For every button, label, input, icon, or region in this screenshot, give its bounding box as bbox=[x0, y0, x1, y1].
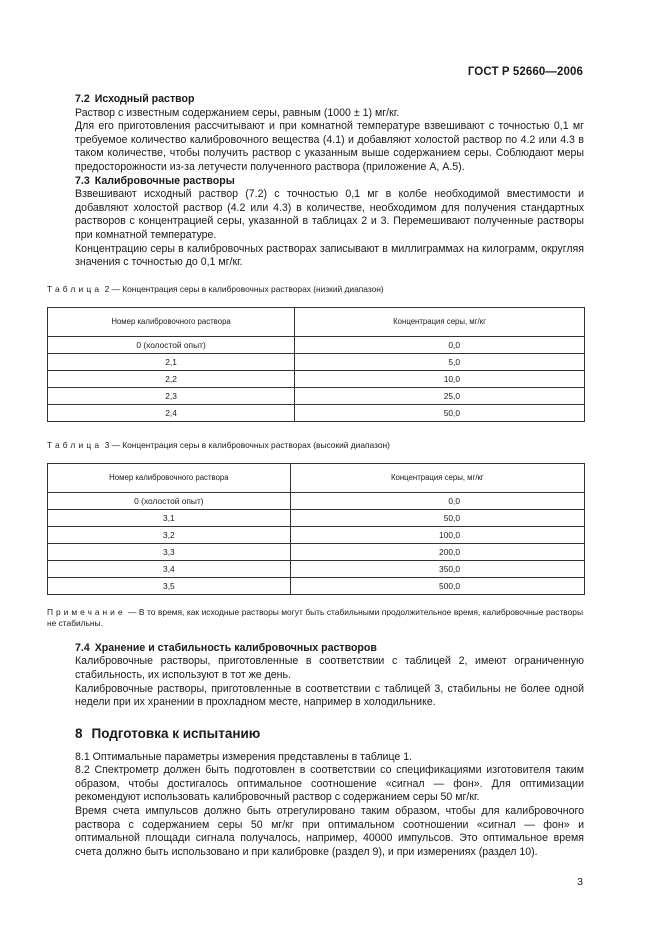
table-cell: 2,4 bbox=[48, 404, 295, 421]
section-title: Подготовка к испытанию bbox=[91, 725, 261, 741]
table-cell: 2,3 bbox=[48, 387, 295, 404]
paragraph: Калибровочные растворы, приготовленные в соответствии с таблицей 2, имеют ограниченную стабильность, их используют в тот же день. bbox=[75, 655, 584, 681]
table-2-caption bbox=[47, 284, 584, 295]
table-cell: 200,0 bbox=[290, 543, 584, 560]
paragraph: 8.1 Оптимальные параметры измерения представлены в таблице 1. bbox=[75, 750, 413, 763]
paragraph: Раствор с известным содержанием серы, равным (1000 ± 1) мг/кг. bbox=[75, 106, 400, 119]
subsection-7-3-heading bbox=[75, 175, 584, 189]
table-cell: 10,0 bbox=[295, 370, 585, 387]
table-row bbox=[48, 543, 585, 560]
table-row bbox=[48, 370, 585, 387]
table-cell: 350,0 bbox=[290, 560, 584, 577]
table-cell: 3,1 bbox=[48, 509, 291, 526]
table-cell: 25,0 bbox=[295, 387, 585, 404]
page-number: 3 bbox=[577, 876, 583, 888]
section-8-heading bbox=[75, 726, 584, 741]
paragraph: Взвешивают исходный раствор (7.2) с точностью 0,1 мг в колбе необходимой вместимости и добавляют холостой раствор (4.2 или 4.3) в количестве, необходимом для получения стандартных растворов с концентрацией серы, указанной в таблицах 2 и 3. Перемешивают полученные растворы при комнатной температуре. bbox=[75, 188, 584, 241]
table-header-row bbox=[48, 463, 585, 492]
table-note bbox=[47, 607, 583, 630]
table-row bbox=[48, 387, 585, 404]
table-header-row bbox=[48, 307, 585, 336]
paragraph: Калибровочные растворы, приготовленные в соответствии с таблицей 3, стабильны не более одной недели при их хранении в прохладном месте, например в холодильнике. bbox=[75, 682, 584, 709]
table-row bbox=[48, 404, 585, 421]
caption-prefix: Таблица bbox=[47, 439, 103, 450]
table-cell: 0 (холостой опыт) bbox=[48, 492, 291, 509]
paragraph: Концентрацию серы в калибровочных растворах записывают в миллиграммах на килограмм, округляя значения с точностью до 0,1 мг/кг. bbox=[75, 242, 584, 269]
table-cell: 3,2 bbox=[48, 526, 291, 543]
subsection-number: 7.3 bbox=[75, 174, 90, 187]
table-cell: 3,5 bbox=[48, 577, 291, 594]
table-2 bbox=[47, 307, 585, 422]
header-cell: Концентрация серы, мг/кг bbox=[290, 463, 584, 492]
table-cell: 3,3 bbox=[48, 543, 291, 560]
main-content bbox=[47, 93, 584, 859]
subsection-7-4-heading bbox=[75, 642, 584, 656]
section-number: 8 bbox=[75, 725, 83, 741]
header-cell: Номер калибровочного раствора bbox=[48, 463, 291, 492]
paragraph: Для его приготовления рассчитывают и при комнатной температуре взвешивают с точностью 0,1 мг требуемое количество калибровочного вещества (4.1) и добавляют холостой раствор по 4.2 или 4.3 в таком количестве, чтобы получить раствор с указанным выше содержанием серы. Соблюдают меры предосторожности из-за летучести полученного раствора (приложение А, А.5). bbox=[75, 120, 584, 173]
caption-prefix: Таблица bbox=[47, 283, 103, 294]
table-cell: 50,0 bbox=[290, 509, 584, 526]
table-cell: 2,2 bbox=[48, 370, 295, 387]
table-3-caption bbox=[47, 440, 584, 451]
table-row bbox=[48, 336, 585, 353]
table-cell: 50,0 bbox=[295, 404, 585, 421]
subsection-number: 7.2 bbox=[75, 93, 90, 105]
subsection-title: Хранение и стабильность калибровочных растворов bbox=[94, 641, 377, 654]
table-row bbox=[48, 560, 585, 577]
header-cell: Номер калибровочного раствора bbox=[48, 307, 295, 336]
caption-text: 2 — Концентрация серы в калибровочных растворах (низкий диапазон) bbox=[104, 283, 384, 294]
table-cell: 0,0 bbox=[295, 336, 585, 353]
table-cell: 5,0 bbox=[295, 353, 585, 370]
table-cell: 500,0 bbox=[290, 577, 584, 594]
subsection-7-2-heading bbox=[75, 93, 584, 107]
paragraph: Время счета импульсов должно быть отрегулировано таким образом, чтобы для калибровочного раствора с содержанием серы 50 мг/кг при оптимальном соотношении «сигнал — фон» и оптимальной площади сигнала получалось, например, 40000 импульсов. Это оптимальное время счета должно быть использовано и при калибровке (раздел 9), и при измерениях (раздел 10). bbox=[75, 805, 584, 858]
table-cell: 0 (холостой опыт) bbox=[48, 336, 295, 353]
table-cell: 0,0 bbox=[290, 492, 584, 509]
table-row bbox=[48, 353, 585, 370]
table-row bbox=[48, 577, 585, 594]
note-prefix: Примечание bbox=[47, 606, 126, 617]
subsection-title: Исходный раствор bbox=[94, 93, 195, 105]
caption-text: 3 — Концентрация серы в калибровочных растворах (высокий диапазон) bbox=[104, 439, 390, 450]
table-3 bbox=[47, 463, 585, 595]
subsection-number: 7.4 bbox=[75, 641, 90, 654]
header-cell: Концентрация серы, мг/кг bbox=[295, 307, 585, 336]
table-cell: 2,1 bbox=[48, 353, 295, 370]
paragraph: 8.2 Спектрометр должен быть подготовлен в соответствии со спецификациями изготовителя таким образом, чтобы достигалось оптимальное соотношение «сигнал — фон». Для оптимизации рекомендуют использовать калибровочный раствор с содержанием серы 50 мг/кг. bbox=[75, 764, 584, 804]
table-cell: 3,4 bbox=[48, 560, 291, 577]
note-text: — В то время, как исходные растворы могут быть стабильными продолжительное время, калибровочные растворы не стабильны. bbox=[47, 606, 583, 629]
table-cell: 100,0 bbox=[290, 526, 584, 543]
table-row bbox=[48, 492, 585, 509]
table-row bbox=[48, 509, 585, 526]
subsection-title: Калибровочные растворы bbox=[94, 174, 235, 187]
table-row bbox=[48, 526, 585, 543]
standard-header: ГОСТ Р 52660—2006 bbox=[467, 66, 583, 78]
